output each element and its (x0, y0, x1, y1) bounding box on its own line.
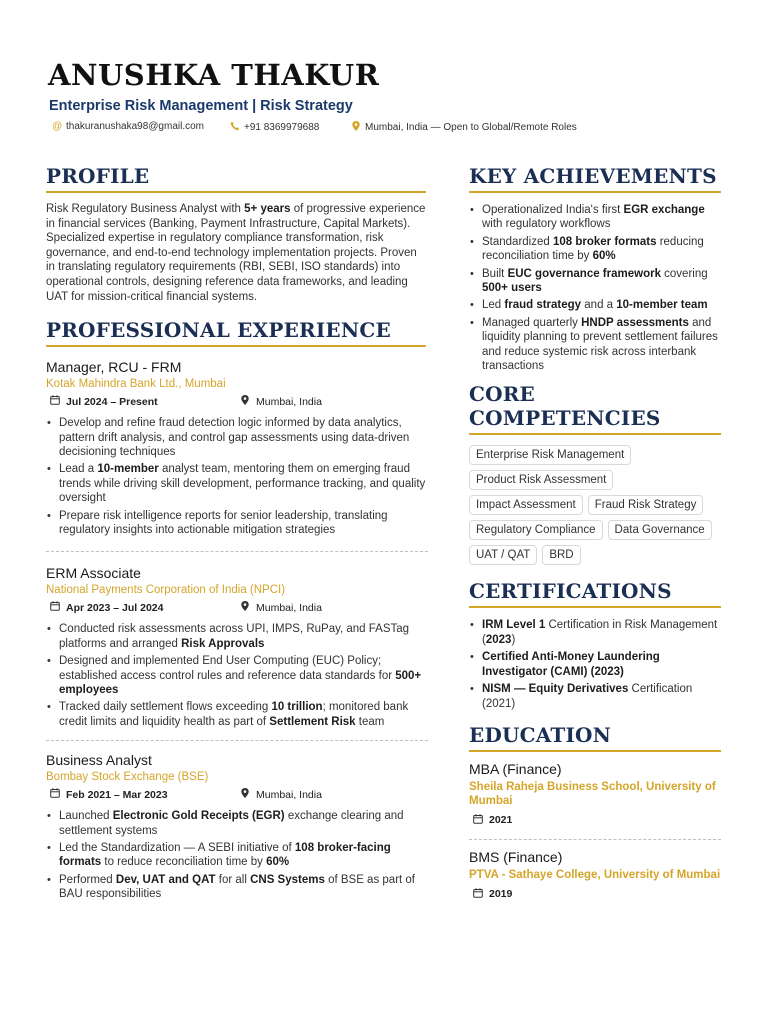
list-item: • Managed quarterly HNDP assessments and liquidity planning to prevent settlement failures and reduce systemic risk across interbank transactions (469, 316, 721, 374)
list-item: • Led the Standardization — A SEBI initiative of 108 broker-facing formats to reduce reconciliation time by 60% (46, 841, 426, 870)
job-company: Bombay Stock Exchange (BSE) (46, 771, 209, 784)
contact-phone[interactable] (230, 121, 319, 134)
competency-tag: UAT / QAT (469, 545, 537, 565)
list-item: • Designed and implemented End User Computing (EUC) Policy; established access control rules and reference data standards for 500+ employees (46, 654, 426, 697)
profile-summary: Risk Regulatory Business Analyst with 5+ years of progressive experience in financial services (Banking, Payment Infrastructure, Capital Markets). Specialized expertise in regulatory compliance transformation, risk governance, and end-to-end technology implementation projects. Proven in translating regulatory requirements (RBI, SEBI, ISO standards) into operational controls, designing reference data frameworks, and leading UAT for mission-critical financial systems. (46, 203, 426, 303)
phone-icon (230, 121, 240, 134)
list-item: • Develop and refine fraud detection logic informed by data analytics, pattern drift analysis, and control gap assessments using data-driven decisioning techniques (46, 416, 426, 459)
job-company: Kotak Mahindra Bank Ltd., Mumbai (46, 378, 226, 391)
list-item: • Lead a 10-member analyst team, mentoring them on emerging fraud trends while driving skill development, performance tracking, and quality oversight (46, 462, 426, 505)
education-year: 2021 (469, 814, 721, 827)
competency-tags (469, 445, 721, 565)
location-text: Mumbai, India — Open to Global/Remote Roles (365, 122, 577, 133)
list-item: • IRM Level 1 Certification in Risk Management (2023) (469, 618, 721, 647)
job-entry (46, 359, 426, 537)
job-bullets (46, 809, 426, 901)
competency-tag: Enterprise Risk Management (469, 445, 631, 465)
contact-email[interactable] (52, 121, 204, 132)
list-item: • Tracked daily settlement flows exceeding 10 trillion; monitored bank credit limits and liquidity health as part of Settlement Risk team (46, 700, 426, 729)
job-entry (46, 565, 426, 729)
section-title-competencies: CORE COMPETENCIES (469, 382, 721, 435)
candidate-tagline: Enterprise Risk Management | Risk Strategy (49, 98, 353, 114)
list-item: • NISM — Equity Derivatives Certification (2021) (469, 682, 721, 711)
job-location: Mumbai, India (239, 395, 322, 408)
right-column (469, 164, 721, 901)
contact-location (351, 121, 577, 134)
divider (46, 740, 428, 741)
divider (46, 551, 428, 552)
list-item: • Standardized 108 broker formats reducing reconciliation time by 60% (469, 235, 721, 264)
job-entry (46, 752, 426, 901)
job-dates: Jul 2024 – Present (49, 395, 158, 408)
at-icon: @ (52, 121, 63, 132)
competency-tag: BRD (542, 545, 580, 565)
competency-tag: Product Risk Assessment (469, 470, 613, 490)
calendar-icon (472, 888, 483, 901)
achievements-section (469, 164, 721, 373)
list-item: • Built EUC governance framework covering 500+ users (469, 267, 721, 296)
certifications-list (469, 618, 721, 710)
competencies-section (469, 382, 721, 565)
job-meta (46, 787, 426, 803)
section-title-achievements: KEY ACHIEVEMENTS (469, 164, 721, 193)
education-degree: MBA (Finance) (469, 760, 562, 777)
calendar-icon (49, 601, 60, 614)
competency-tag: Regulatory Compliance (469, 520, 603, 540)
list-item: • Prepare risk intelligence reports for senior leadership, translating regulatory insights into actionable mitigation strategies (46, 509, 426, 538)
job-bullets (46, 622, 426, 729)
section-title-experience: PROFESSIONAL EXPERIENCE (46, 318, 426, 347)
education-school: PTVA - Sathaye College, University of Mumbai (469, 868, 721, 881)
achievements-list (469, 203, 721, 373)
competency-tag: Fraud Risk Strategy (588, 495, 704, 515)
job-company: National Payments Corporation of India (NPCI) (46, 584, 286, 597)
job-meta (46, 600, 426, 616)
list-item: • Conducted risk assessments across UPI, IMPS, RuPay, and FASTag platforms and arranged Risk Approvals (46, 622, 426, 651)
education-section (469, 723, 721, 901)
competency-tag: Data Governance (608, 520, 712, 540)
job-bullets (46, 416, 426, 537)
calendar-icon (472, 814, 483, 827)
list-item: • Certified Anti-Money Laundering Investigator (CAMI) (2023) (469, 650, 721, 679)
experience-section (46, 318, 426, 902)
calendar-icon (49, 788, 60, 801)
phone-text[interactable]: +91 8369979688 (244, 122, 320, 133)
profile-section (46, 164, 426, 304)
job-dates: Apr 2023 – Jul 2024 (49, 601, 163, 614)
competency-tag: Impact Assessment (469, 495, 583, 515)
job-title: Business Analyst (46, 752, 152, 769)
left-column (46, 164, 426, 905)
section-title-education: EDUCATION (469, 723, 721, 752)
calendar-icon (49, 395, 60, 408)
education-degree: BMS (Finance) (469, 848, 563, 865)
job-title: Manager, RCU - FRM (46, 359, 182, 376)
section-title-profile: PROFILE (46, 164, 426, 193)
map-pin-icon (239, 395, 250, 408)
education-entry (469, 761, 721, 827)
job-meta (46, 394, 426, 410)
list-item: • Launched Electronic Gold Receipts (EGR) exchange clearing and settlement systems (46, 809, 426, 838)
map-pin-icon (239, 788, 250, 801)
certifications-section (469, 579, 721, 710)
list-item: • Operationalized India's first EGR exchange with regulatory workflows (469, 203, 721, 232)
job-title: ERM Associate (46, 565, 141, 582)
education-entry (469, 849, 721, 901)
candidate-name: ANUSHKA THAKUR (48, 58, 380, 92)
job-dates: Feb 2021 – Mar 2023 (49, 788, 168, 801)
job-location: Mumbai, India (239, 601, 322, 614)
job-location: Mumbai, India (239, 788, 322, 801)
list-item: • Performed Dev, UAT and QAT for all CNS Systems of BSE as part of BAU responsibilities (46, 873, 426, 902)
email-text[interactable]: thakuranushaka98@gmail.com (66, 121, 205, 132)
section-title-certifications: CERTIFICATIONS (469, 579, 721, 608)
divider (469, 839, 721, 840)
education-year: 2019 (469, 888, 721, 901)
list-item: • Led fraud strategy and a 10-member team (469, 298, 721, 312)
map-pin-icon (239, 601, 250, 614)
education-school: Sheila Raheja Business School, University of Mumbai (469, 780, 716, 807)
map-pin-icon (351, 121, 361, 134)
